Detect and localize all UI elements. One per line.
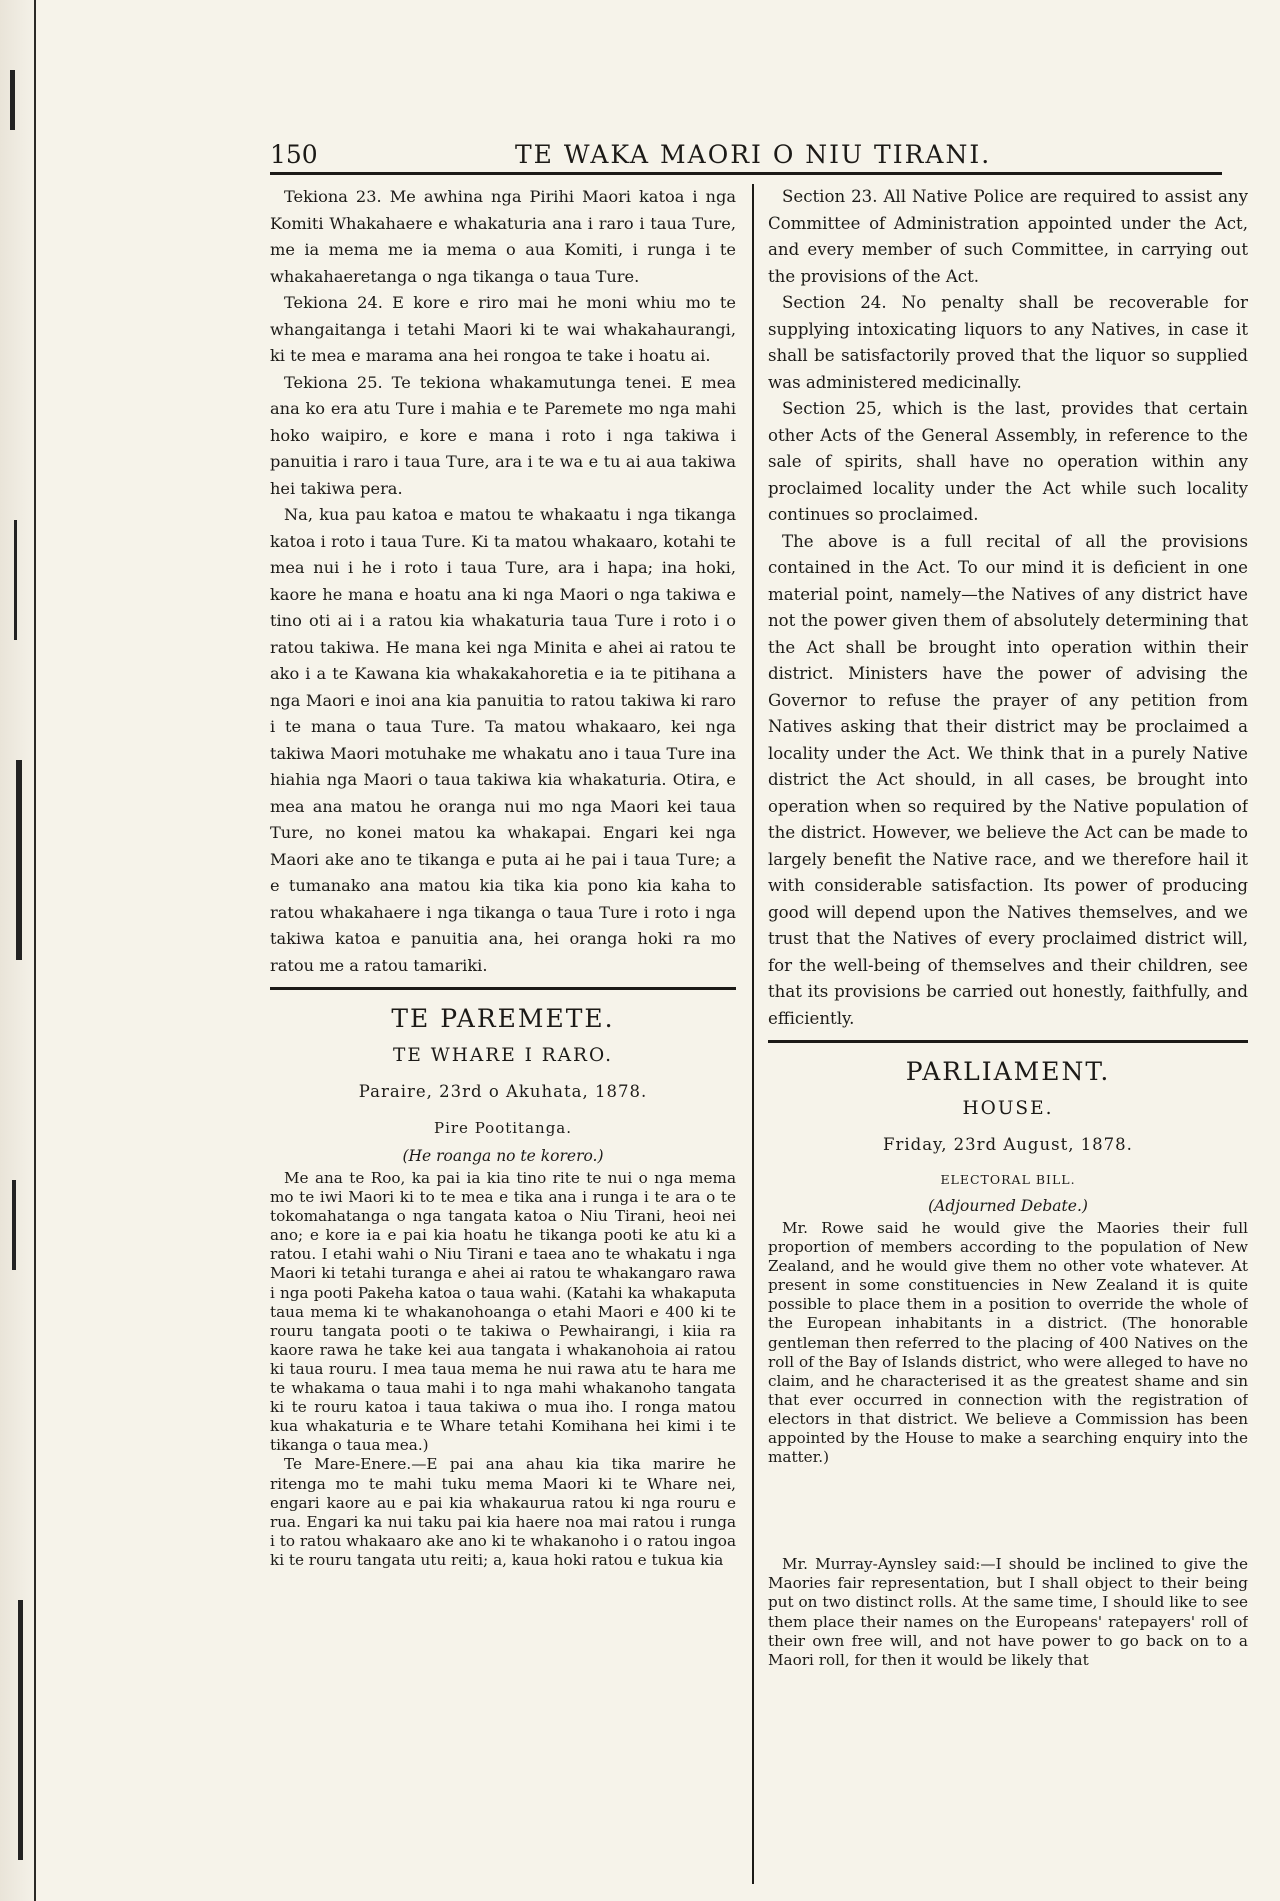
section-title: PARLIAMENT. bbox=[905, 1057, 1111, 1086]
chamber-subhead: HOUSE. bbox=[962, 1098, 1054, 1119]
section-rule bbox=[768, 1040, 1248, 1043]
binding-stain bbox=[18, 1600, 23, 1860]
debate-paragraph: Me ana te Roo, ka pai ia kia tino rite te nui o nga mema mo te iwi Maori ki to te mea e tika ana i runga i te ara o te tokomahatanga o nga tangata katoa o Niu Tirani, heoi nei ano; e kore ia e pai kia hoatu he tikanga pooti ke atu ki a ratou. I etahi wahi o Niu Tirani e taea ano te whakatu i nga Maori ki tetahi turanga e ahei ai ratou te whakangaro rawa i nga pooti Pakeha katoa o taua wahi. (Katahi ka whakaputa taua mema ki te whakanohoanga o etahi Maori e 400 ki te rouru tangata pooti o te takiwa o Pewhairangi, i kiia ra kaore rawa he take kei aua tangata i whakanohoia ai ratou ki taua rouru. I mea taua mema he nui rawa atu te hara me te whakama o taua mahi i to nga mahi whakanoho tangata ki te rouru katoa i taua takiwa o mua iho. I ronga matou kua whakaturia e te Whare tetahi Komihana hei kimi i te tikanga o taua mea.) bbox=[270, 1169, 736, 1455]
section-rule bbox=[270, 987, 736, 990]
debate-paragraph: Te Mare-Enere.—E pai ana ahau kia tika marire he ritenga mo te mahi tuku mema Maori ki te Whare nei, engari kaore au e pai kia whakaurua ratou ki nga rouru e rua. Engari ka nui taku pai kia haere noa mai ratou i runga i to ratou whakaaro ake ano ki te whakanoho i o ratou ingoa ki te rouru tangata utu reiti; a, kaua hoki ratou e tukua kia bbox=[270, 1455, 736, 1569]
bill-subtitle: (Adjourned Debate.) bbox=[928, 1197, 1088, 1215]
binding-stain bbox=[16, 760, 22, 960]
sitting-dateline: Friday, 23rd August, 1878. bbox=[883, 1135, 1133, 1154]
article-paragraph: Section 25, which is the last, provides that certain other Acts of the General Assembly, in reference to the sale of spirits, shall have no operation within any proclaimed locality under the Act while such locality continues so proclaimed. bbox=[768, 399, 1248, 524]
section-title: TE PAREMETE. bbox=[391, 1004, 615, 1033]
masthead-title: TE WAKA MAORI O NIU TIRANI. bbox=[515, 140, 992, 169]
chamber-subhead: TE WHARE I RARO. bbox=[393, 1045, 613, 1066]
article-paragraph: Tekiona 25. Te tekiona whakamutunga tenei. E mea ana ko era atu Ture i mahia e te Paremete mo nga mahi hoko waipiro, e kore e mana i roto i nga takiwa i panuitia i raro i taua Ture, ara i te wa e tu ai aua takiwa hei takiwa pera. bbox=[270, 372, 736, 498]
maori-column bbox=[270, 184, 736, 1884]
page-number: 150 bbox=[270, 140, 318, 169]
bill-title: Pire Pootitanga. bbox=[433, 1119, 573, 1137]
page-binding-edge bbox=[0, 0, 36, 1901]
debate-paragraph: Mr. Rowe said he would give the Maories their full proportion of members according to the population of New Zealand, and he would give them no other vote whatever. At present in some constituencies in New Zealand it is quite possible to place them in a position to override the whole of the European inhabitants in a district. (The honorable gentleman then referred to the placing of 400 Natives on the roll of the Bay of Islands district, who were alleged to have no claim, and he characterised it as the greatest shame and sin that ever occurred in connection with the registration of electors in that district. We believe a Commission has been appointed by the House to make a searching enquiry into the matter.) bbox=[768, 1219, 1248, 1467]
bill-subtitle: (He roanga no te korero.) bbox=[402, 1147, 604, 1165]
article-paragraph: Tekiona 24. E kore e riro mai he moni whiu mo te whangaitanga i tetahi Maori ki te wai whakahaurangi, ki te mea e marama ana hei rongoa te take i hoatu ai. bbox=[270, 293, 736, 365]
debate-paragraph: Mr. Murray-Aynsley said:—I should be inclined to give the Maories fair representation, but I shall object to their being put on two distinct rolls. At the same time, I should like to see them place their names on the Europeans' ratepayers' roll of their own free will, and not have power to go back on to a Maori roll, for then it would be likely that bbox=[768, 1555, 1248, 1669]
column-gap bbox=[768, 1467, 1248, 1555]
article-paragraph: Section 23. All Native Police are required to assist any Committee of Administration appointed under the Act, and every member of such Committee, in carrying out the provisions of the Act. bbox=[768, 187, 1248, 286]
binding-stain bbox=[12, 1180, 16, 1270]
bill-title: ELECTORAL BILL. bbox=[940, 1172, 1076, 1187]
english-column bbox=[768, 184, 1248, 1884]
binding-stain bbox=[10, 70, 15, 130]
article-paragraph: The above is a full recital of all the provisions contained in the Act. To our mind it is deficient in one material point, namely—the Natives of any district have not the power given them of absolutely determining that the Act shall be brought into operation within their district. Ministers have the power of advising the Governor to refuse the prayer of any petition from Natives asking that their district may be proclaimed a locality under the Act. We think that in a purely Native district the Act should, in all cases, be brought into operation when so required by the Native population of the district. However, we believe the Act can be made to largely benefit the Native race, and we therefore hail it with considerable satisfaction. Its power of producing good will depend upon the Natives themselves, and we trust that the Natives of every proclaimed district will, for the well-being of themselves and their children, see that its provisions be carried out honestly, faithfully, and efficiently. bbox=[768, 531, 1248, 1028]
article-paragraph: Na, kua pau katoa e matou te whakaatu i nga tikanga katoa i roto i taua Ture. Ki ta matou whakaaro, kotahi te mea nui i he i roto i taua Ture, ara i hapa; ina hoki, kaore he mana e hoatu ana ki nga Maori o nga takiwa e tino oti ai i a ratou kia whakaturia taua Ture i roto i o ratou takiwa. He mana kei nga Minita e ahei ai ratou te ako i a te Kawana kia whakakahoretia e ia te pitihana a nga Maori e inoi ana kia panuitia to ratou takiwa ki raro i te mana o taua Ture. Ta matou whakaaro, kei nga takiwa Maori motuhake me whakatu ano i taua Ture ina hiahia nga Maori o taua takiwa kia whakaturia. Otira, e mea ana matou he oranga nui mo nga Maori kei taua Ture, no konei matou ka whakapai. Engari kei nga Maori ake ano te tikanga e puta ai he pai i taua Ture; a e tumanako ana matou kia tika kia pono kia kaha to ratou whakahaere i nga tikanga o taua Ture i roto i nga takiwa katoa e panuitia ana, hei oranga hoki ra mo ratou me a ratou tamariki. bbox=[270, 505, 736, 975]
article-paragraph: Section 24. No penalty shall be recoverable for supplying intoxicating liquors to any Natives, in case it shall be satisfactorily proved that the liquor so supplied was administered medicinally. bbox=[768, 293, 1248, 392]
page-header bbox=[270, 134, 1222, 174]
column-divider bbox=[752, 184, 754, 1884]
header-rule bbox=[270, 172, 1222, 175]
article-paragraph: Tekiona 23. Me awhina nga Pirihi Maori katoa i nga Komiti Whakahaere e whakaturia ana i raro i taua Ture, me ia mema me ia mema o aua Komiti, i runga i te whakahaeretanga o nga tikanga o taua Ture. bbox=[270, 187, 736, 286]
sitting-dateline: Paraire, 23rd o Akuhata, 1878. bbox=[358, 1082, 648, 1101]
binding-stain bbox=[14, 520, 17, 640]
